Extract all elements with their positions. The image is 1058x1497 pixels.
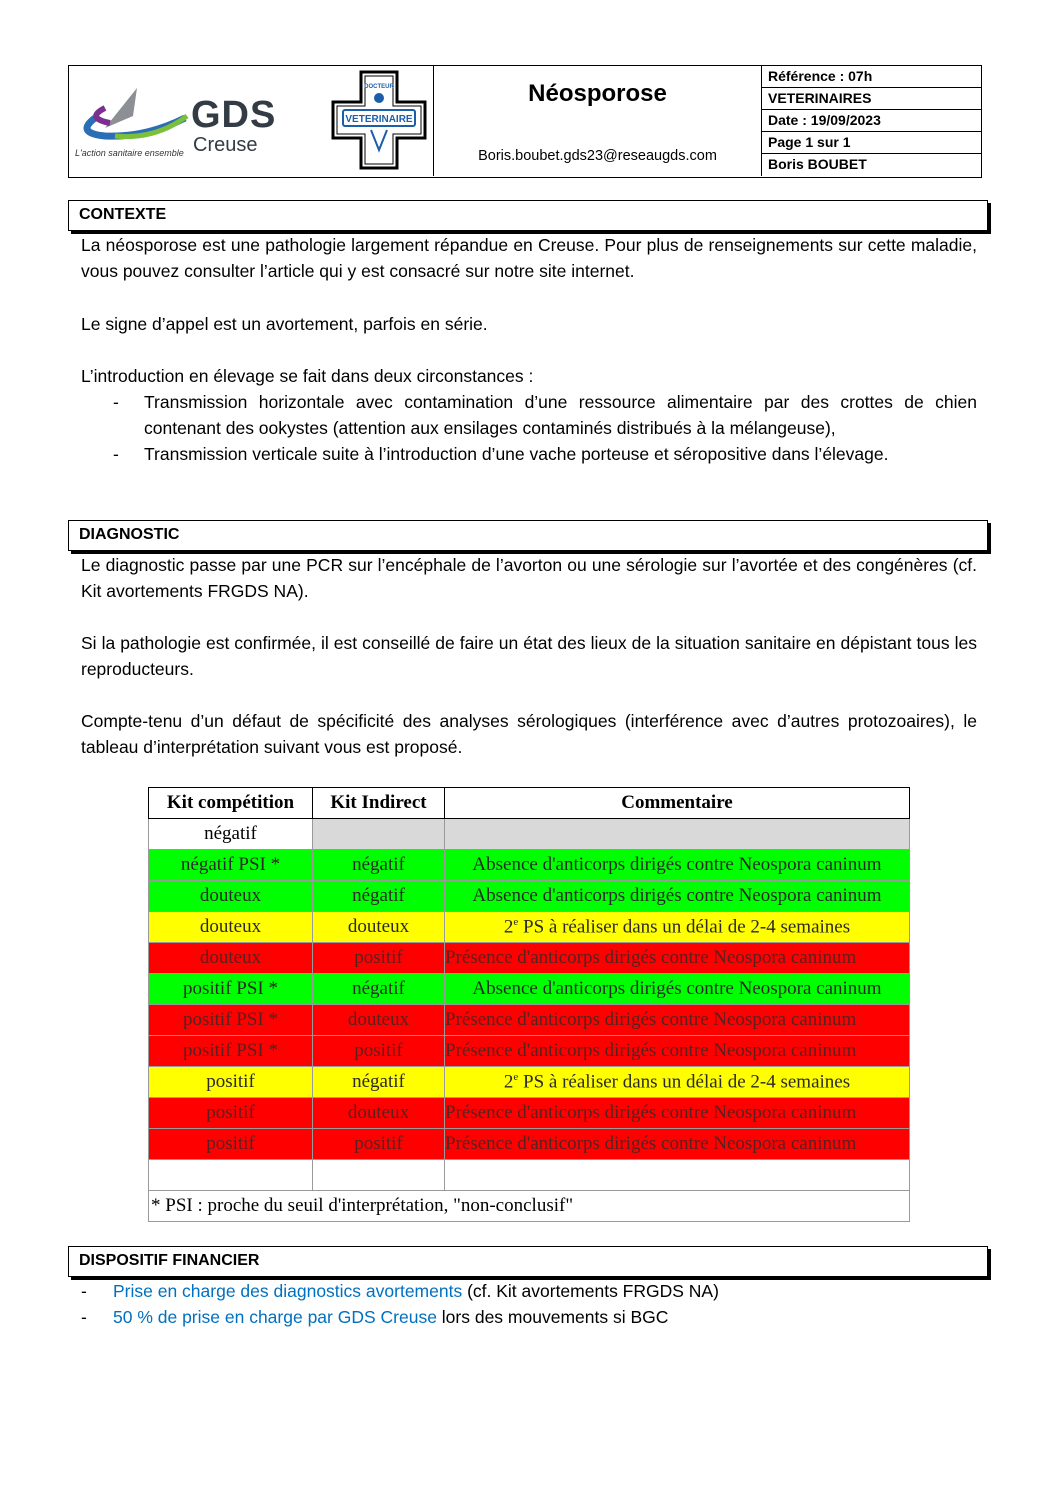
financier-item-1-highlight: Prise en charge des diagnostics avortements xyxy=(113,1281,463,1301)
document-meta xyxy=(762,66,981,176)
cell-kit-competition: positif xyxy=(149,1067,313,1098)
cell-kit-indirect: positif xyxy=(313,943,445,974)
meta-date: Date : 19/09/2023 xyxy=(762,110,981,132)
cell-commentaire: Présence d'anticorps dirigés contre Neospora caninum xyxy=(445,1129,910,1160)
table-body xyxy=(149,819,910,1191)
contexte-paragraph-2: Le signe d’appel est un avortement, parfois en série. xyxy=(81,314,488,334)
diagnostic-paragraph-3: Compte-tenu d’un défaut de spécificité des analyses sérologiques (interférence avec d’autres protozoaires), le tableau d’interprétation suivant vous est proposé. xyxy=(81,711,977,757)
cell-kit-competition: positif PSI * xyxy=(149,1036,313,1067)
cell-commentaire: Présence d'anticorps dirigés contre Neospora caninum xyxy=(445,1098,910,1129)
bullet-dash: - xyxy=(113,444,119,464)
cell-commentaire: Absence d'anticorps dirigés contre Neospora caninum xyxy=(445,881,910,912)
cell-commentaire xyxy=(445,819,910,850)
cell-kit-competition: douteux xyxy=(149,912,313,943)
cell-kit-indirect: douteux xyxy=(313,1098,445,1129)
cell-kit-indirect: négatif xyxy=(313,974,445,1005)
bullet-dash: - xyxy=(113,392,119,412)
list-item xyxy=(81,1304,668,1330)
section-heading-contexte: CONTEXTE xyxy=(68,200,988,231)
interpretation-table xyxy=(148,787,910,1222)
veterinaire-cross-logo-icon xyxy=(331,70,427,170)
table-row xyxy=(149,1005,910,1036)
cell-kit-indirect xyxy=(313,1160,445,1191)
cell-kit-competition: négatif xyxy=(149,819,313,850)
table-row xyxy=(149,1160,910,1191)
financier-item-1-text: (cf. Kit avortements FRGDS NA) xyxy=(462,1281,719,1301)
cell-kit-competition: positif PSI * xyxy=(149,974,313,1005)
diagnostic-paragraph-2: Si la pathologie est confirmée, il est conseillé de faire un état des lieux de la situation sanitaire en dépistant tous les reproducteurs. xyxy=(81,633,977,679)
title-area xyxy=(434,66,762,176)
meta-reference: Référence : 07h xyxy=(762,66,981,88)
column-header-kit-competition: Kit compétition xyxy=(149,788,313,819)
contexte-paragraph-1: La néosporose est une pathologie largement répandue en Creuse. Pour plus de renseignements sur cette maladie, vous pouvez consulter l’article qui y est consacré sur notre site internet. xyxy=(81,235,977,281)
bullet-dash: - xyxy=(81,1307,87,1327)
document-header xyxy=(68,65,982,178)
contexte-bullet-1: Transmission horizontale avec contamination d’une ressource alimentaire par des crottes de chien contenant des ookystes (attention aux ensilages contaminés distribués à la mélangeuse), xyxy=(144,392,977,438)
table-footnote: * PSI : proche du seuil d'interprétation, "non-conclusif" xyxy=(149,1191,910,1222)
table-row xyxy=(149,850,910,881)
contexte-paragraph-3: L’introduction en élevage se fait dans deux circonstances : xyxy=(81,366,534,386)
gds-brand: GDS xyxy=(191,94,277,136)
cell-commentaire xyxy=(445,1160,910,1191)
contexte-bullet-2: Transmission verticale suite à l’introduction d’une vache porteuse et séropositive dans l’élevage. xyxy=(144,444,889,464)
table-footnote-row xyxy=(149,1191,910,1222)
cell-commentaire: Absence d'anticorps dirigés contre Neospora caninum xyxy=(445,850,910,881)
cell-kit-indirect: douteux xyxy=(313,912,445,943)
list-item xyxy=(113,389,977,441)
logo-area xyxy=(69,66,434,176)
list-item xyxy=(113,441,977,467)
table-row xyxy=(149,974,910,1005)
table-row xyxy=(149,1036,910,1067)
financier-item-2-highlight: 50 % de prise en charge par GDS Creuse xyxy=(113,1307,437,1327)
financier-item-2-text: lors des mouvements si BGC xyxy=(436,1307,669,1327)
cell-commentaire: 2e PS à réaliser dans un délai de 2-4 semaines xyxy=(445,912,910,943)
table-row xyxy=(149,1129,910,1160)
table-row xyxy=(149,1098,910,1129)
gds-swoosh-logo-icon xyxy=(75,78,193,148)
diagnostic-paragraph-1: Le diagnostic passe par une PCR sur l’encéphale de l’avorton ou une sérologie sur l’avortée et des congénères (cf. Kit avortements FRGDS NA). xyxy=(81,555,977,601)
cell-kit-competition: positif PSI * xyxy=(149,1005,313,1036)
cell-commentaire: Présence d'anticorps dirigés contre Neospora caninum xyxy=(445,1036,910,1067)
gds-tagline: L'action sanitaire ensemble xyxy=(75,148,184,158)
cell-kit-competition: positif xyxy=(149,1098,313,1129)
table-row xyxy=(149,881,910,912)
cell-commentaire: Présence d'anticorps dirigés contre Neospora caninum xyxy=(445,1005,910,1036)
cell-kit-competition: négatif PSI * xyxy=(149,850,313,881)
cell-kit-indirect: douteux xyxy=(313,1005,445,1036)
cell-commentaire: 2e PS à réaliser dans un délai de 2-4 semaines xyxy=(445,1067,910,1098)
cell-kit-competition: positif xyxy=(149,1129,313,1160)
cell-kit-competition xyxy=(149,1160,313,1191)
author-email: Boris.boubet.gds23@reseaugds.com xyxy=(478,148,717,164)
table-row xyxy=(149,819,910,850)
cell-kit-indirect: positif xyxy=(313,1129,445,1160)
bullet-dash: - xyxy=(81,1281,87,1301)
cell-kit-indirect: négatif xyxy=(313,850,445,881)
table-header-row xyxy=(149,788,910,819)
cell-kit-competition: douteux xyxy=(149,943,313,974)
gds-sub: Creuse xyxy=(193,134,258,156)
cell-kit-indirect: positif xyxy=(313,1036,445,1067)
table-row xyxy=(149,943,910,974)
vet-logo-top-text: DOCTEUR xyxy=(364,84,394,90)
page-title: Néosporose xyxy=(528,80,667,107)
cell-kit-competition: douteux xyxy=(149,881,313,912)
cell-kit-indirect xyxy=(313,819,445,850)
list-item xyxy=(81,1278,719,1304)
cell-commentaire: Absence d'anticorps dirigés contre Neospora caninum xyxy=(445,974,910,1005)
vet-logo-text: VETERINAIRE xyxy=(345,114,413,125)
cell-commentaire: Présence d'anticorps dirigés contre Neospora caninum xyxy=(445,943,910,974)
table-row xyxy=(149,1067,910,1098)
section-heading-diagnostic: DIAGNOSTIC xyxy=(68,520,988,551)
meta-audience: VETERINAIRES xyxy=(762,88,981,110)
table-row xyxy=(149,912,910,943)
section-heading-financier: DISPOSITIF FINANCIER xyxy=(68,1246,988,1277)
column-header-commentaire: Commentaire xyxy=(445,788,910,819)
meta-page: Page 1 sur 1 xyxy=(762,132,981,154)
cell-kit-indirect: négatif xyxy=(313,881,445,912)
cell-kit-indirect: négatif xyxy=(313,1067,445,1098)
meta-author: Boris BOUBET xyxy=(768,156,867,172)
column-header-kit-indirect: Kit Indirect xyxy=(313,788,445,819)
